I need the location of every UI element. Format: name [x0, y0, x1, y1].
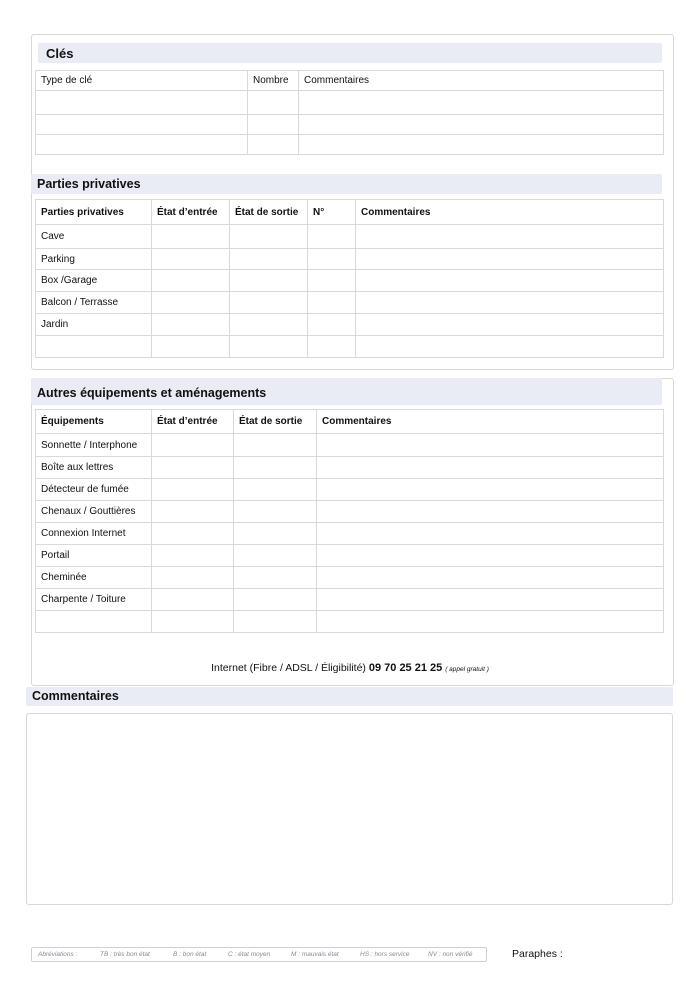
- entry-state-cell[interactable]: [152, 225, 230, 249]
- table-row: [36, 545, 664, 567]
- column-header: Commentaires: [317, 410, 664, 434]
- exit-state-cell[interactable]: [230, 249, 308, 270]
- exit-state-cell[interactable]: [230, 314, 308, 336]
- column-header: État d’entrée: [152, 410, 234, 434]
- row-label: Cheminée: [36, 567, 152, 589]
- internet-label: Internet (Fibre / ADSL / Éligibilité): [211, 662, 366, 674]
- exit-state-cell[interactable]: [230, 336, 308, 358]
- table-row: [36, 314, 664, 336]
- exit-state-cell[interactable]: [234, 545, 317, 567]
- key-comment-cell[interactable]: [299, 115, 664, 135]
- key-count-cell[interactable]: [248, 91, 299, 115]
- abbreviation-item: TB : très bon état: [100, 951, 150, 958]
- column-header: Commentaires: [299, 71, 664, 91]
- number-cell[interactable]: [308, 314, 356, 336]
- comment-cell[interactable]: [317, 457, 664, 479]
- number-cell[interactable]: [308, 292, 356, 314]
- row-label: Sonnette / Interphone: [36, 434, 152, 457]
- entry-state-cell[interactable]: [152, 434, 234, 457]
- comment-cell[interactable]: [356, 336, 664, 358]
- comment-cell[interactable]: [317, 479, 664, 501]
- row-label: Jardin: [36, 314, 152, 336]
- entry-state-cell[interactable]: [152, 479, 234, 501]
- other-equipment-section-title: Autres équipements et aménagements: [37, 386, 267, 400]
- comment-cell[interactable]: [317, 589, 664, 611]
- exit-state-cell[interactable]: [234, 457, 317, 479]
- comments-box[interactable]: [26, 713, 673, 905]
- table-row: [36, 589, 664, 611]
- internet-note: ( appel gratuit ): [445, 666, 489, 673]
- key-count-cell[interactable]: [248, 135, 299, 155]
- comment-cell[interactable]: [356, 225, 664, 249]
- entry-state-cell[interactable]: [152, 567, 234, 589]
- row-label: Portail: [36, 545, 152, 567]
- other-equipment-table-header: [36, 410, 664, 434]
- entry-state-cell[interactable]: [152, 457, 234, 479]
- exit-state-cell[interactable]: [234, 501, 317, 523]
- exit-state-cell[interactable]: [230, 292, 308, 314]
- internet-line: [0, 662, 700, 674]
- exit-state-cell[interactable]: [234, 479, 317, 501]
- row-label: Boîte aux lettres: [36, 457, 152, 479]
- entry-state-cell[interactable]: [152, 611, 234, 633]
- paraphes-label: Paraphes :: [512, 948, 563, 960]
- row-label: Charpente / Toiture: [36, 589, 152, 611]
- entry-state-cell[interactable]: [152, 292, 230, 314]
- table-row: [36, 135, 664, 155]
- table-row: [36, 457, 664, 479]
- comment-cell[interactable]: [317, 545, 664, 567]
- column-header: Type de clé: [36, 71, 248, 91]
- entry-state-cell[interactable]: [152, 545, 234, 567]
- key-type-cell[interactable]: [36, 91, 248, 115]
- abbreviations-bar: [31, 947, 487, 962]
- entry-state-cell[interactable]: [152, 249, 230, 270]
- entry-state-cell[interactable]: [152, 270, 230, 292]
- keys-section-title: Clés: [46, 46, 74, 61]
- row-label: Connexion Internet: [36, 523, 152, 545]
- exit-state-cell[interactable]: [230, 270, 308, 292]
- table-row: [36, 292, 664, 314]
- row-label: [36, 336, 152, 358]
- row-label: [36, 611, 152, 633]
- private-parts-table: [35, 199, 664, 358]
- exit-state-cell[interactable]: [234, 523, 317, 545]
- column-header: État de sortie: [234, 410, 317, 434]
- key-comment-cell[interactable]: [299, 91, 664, 115]
- keys-section-header: [38, 43, 662, 63]
- entry-state-cell[interactable]: [152, 501, 234, 523]
- column-header: État de sortie: [230, 200, 308, 225]
- keys-table-header: [36, 71, 664, 91]
- table-row: [36, 523, 664, 545]
- entry-state-cell[interactable]: [152, 314, 230, 336]
- table-row: [36, 91, 664, 115]
- comment-cell[interactable]: [317, 501, 664, 523]
- comment-cell[interactable]: [317, 434, 664, 457]
- abbreviation-item: NV : non vérifié: [428, 951, 473, 958]
- row-label: Box /Garage: [36, 270, 152, 292]
- entry-state-cell[interactable]: [152, 589, 234, 611]
- abbreviation-item: M : mauvais état: [291, 951, 339, 958]
- column-header: Commentaires: [356, 200, 664, 225]
- row-label: Parking: [36, 249, 152, 270]
- row-label: Détecteur de fumée: [36, 479, 152, 501]
- comment-cell[interactable]: [356, 249, 664, 270]
- column-header: Équipements: [36, 410, 152, 434]
- number-cell[interactable]: [308, 249, 356, 270]
- comment-cell[interactable]: [317, 611, 664, 633]
- table-row: [36, 479, 664, 501]
- comment-cell[interactable]: [317, 523, 664, 545]
- keys-table: [35, 70, 664, 155]
- abbreviations-label: Abréviations :: [38, 951, 78, 958]
- number-cell[interactable]: [308, 270, 356, 292]
- entry-state-cell[interactable]: [152, 336, 230, 358]
- table-row: [36, 567, 664, 589]
- exit-state-cell[interactable]: [234, 434, 317, 457]
- row-label: Balcon / Terrasse: [36, 292, 152, 314]
- exit-state-cell[interactable]: [234, 611, 317, 633]
- number-cell[interactable]: [308, 336, 356, 358]
- internet-phone: 09 70 25 21 25: [368, 662, 443, 674]
- column-header: Parties privatives: [36, 200, 152, 225]
- abbreviation-item: HS : hors service: [360, 951, 410, 958]
- number-cell[interactable]: [308, 225, 356, 249]
- private-parts-table-header: [36, 200, 664, 225]
- exit-state-cell[interactable]: [234, 589, 317, 611]
- key-count-cell[interactable]: [248, 115, 299, 135]
- entry-state-cell[interactable]: [152, 523, 234, 545]
- table-row: [36, 501, 664, 523]
- comment-cell[interactable]: [356, 292, 664, 314]
- row-label: Cave: [36, 225, 152, 249]
- abbreviation-item: C : état moyen: [228, 951, 271, 958]
- table-row: [36, 611, 664, 633]
- key-type-cell[interactable]: [36, 115, 248, 135]
- comments-section-title: Commentaires: [32, 689, 119, 703]
- exit-state-cell[interactable]: [230, 225, 308, 249]
- key-type-cell[interactable]: [36, 135, 248, 155]
- comment-cell[interactable]: [356, 314, 664, 336]
- column-header: État d’entrée: [152, 200, 230, 225]
- comments-section-header: [26, 687, 673, 706]
- table-row: [36, 270, 664, 292]
- table-row: [36, 336, 664, 358]
- column-header: N°: [308, 200, 356, 225]
- column-header: Nombre: [248, 71, 299, 91]
- comment-cell[interactable]: [317, 567, 664, 589]
- exit-state-cell[interactable]: [234, 567, 317, 589]
- row-label: Chenaux / Gouttières: [36, 501, 152, 523]
- table-row: [36, 225, 664, 249]
- comment-cell[interactable]: [356, 270, 664, 292]
- table-row: [36, 434, 664, 457]
- key-comment-cell[interactable]: [299, 135, 664, 155]
- other-equipment-section-header: [31, 378, 662, 405]
- table-row: [36, 115, 664, 135]
- table-row: [36, 249, 664, 270]
- other-equipment-table: [35, 409, 664, 633]
- private-parts-section-header: [31, 174, 662, 194]
- abbreviation-item: B : bon état: [173, 951, 207, 958]
- private-parts-section-title: Parties privatives: [37, 177, 141, 191]
